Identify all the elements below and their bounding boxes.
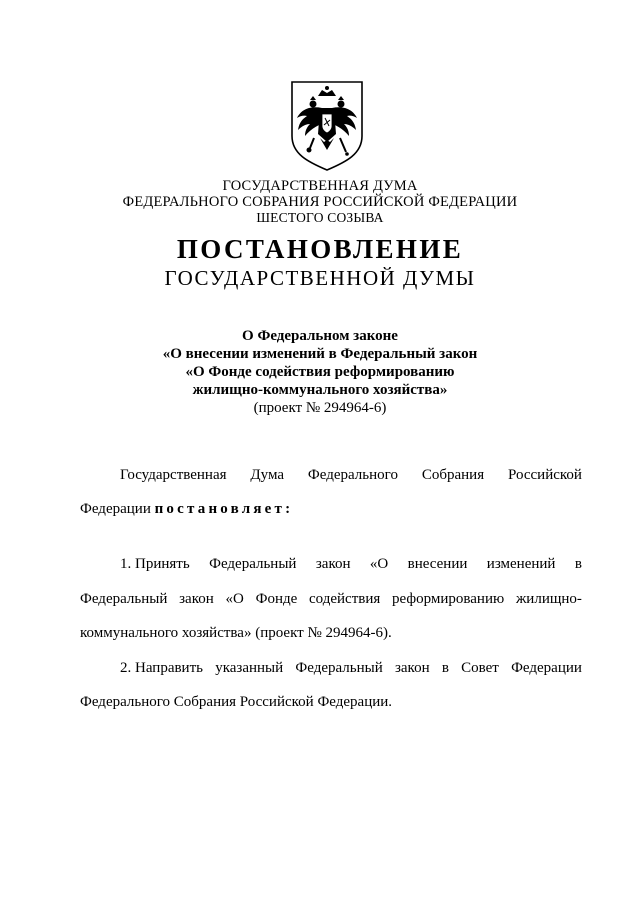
russian-coat-of-arms-icon — [288, 78, 366, 174]
word: содействия — [309, 591, 381, 607]
word: реформированию — [392, 591, 505, 607]
word: внесении — [407, 556, 468, 572]
word: Федеральный — [295, 660, 383, 676]
word: Федеральный — [80, 591, 168, 607]
word: в — [441, 660, 449, 676]
word: Дума — [250, 467, 285, 483]
word: закон — [394, 660, 430, 676]
item-2-line-2: Федерального Собрания Российской Федерации. — [80, 694, 393, 710]
header-duma: ГОСУДАРСТВЕННАЯ ДУМА — [222, 178, 418, 194]
item-1-line-2 — [80, 590, 582, 608]
word: жилищно- — [515, 591, 582, 607]
word: закон — [179, 591, 214, 607]
header-federal-assembly: ФЕДЕРАЛЬНОГО СОБРАНИЯ РОССИЙСКОЙ ФЕДЕРАЦИИ — [122, 194, 518, 210]
word: изменений — [486, 556, 556, 572]
document-subtitle: ГОСУДАРСТВЕННОЙ ДУМЫ — [164, 266, 476, 290]
word: Федерации — [511, 660, 582, 676]
word: Российской — [508, 467, 582, 483]
intro-text: Федерации — [80, 501, 155, 517]
document-title: ПОСТАНОВЛЕНИЕ — [176, 234, 464, 264]
word: Собрания — [421, 467, 485, 483]
item-1-line-3: коммунального хозяйства» (проект № 294964-6). — [80, 625, 392, 641]
word: Фонде — [255, 591, 298, 607]
word: Государственная — [120, 467, 227, 483]
word: Федеральный — [209, 556, 297, 572]
word: Совет — [461, 660, 499, 676]
intro-paragraph-line-2 — [80, 500, 582, 518]
bill-number: (проект № 294964-6) — [253, 400, 387, 416]
word: 1. Принять — [120, 556, 190, 572]
resolves-word: постановляет: — [154, 501, 294, 517]
item-1-line-1 — [80, 555, 582, 573]
intro-paragraph-line-1 — [80, 466, 582, 484]
word: в — [574, 556, 582, 572]
word: закон — [315, 556, 351, 572]
coat-of-arms-emblem — [288, 78, 366, 174]
word: 2. Направить — [120, 660, 203, 676]
word: «О — [225, 591, 244, 607]
item-2-line-1 — [80, 659, 582, 677]
subject-line-2: «О внесении изменений в Федеральный закон — [162, 346, 478, 362]
word: указанный — [215, 660, 284, 676]
subject-line-4: жилищно-коммунального хозяйства» — [192, 382, 448, 398]
word: «О — [369, 556, 389, 572]
subject-line-1: О Федеральном законе — [242, 328, 398, 344]
subject-line-3: «О Фонде содействия реформированию — [185, 364, 455, 380]
header-convocation: ШЕСТОГО СОЗЫВА — [256, 210, 384, 225]
word: Федерального — [307, 467, 398, 483]
